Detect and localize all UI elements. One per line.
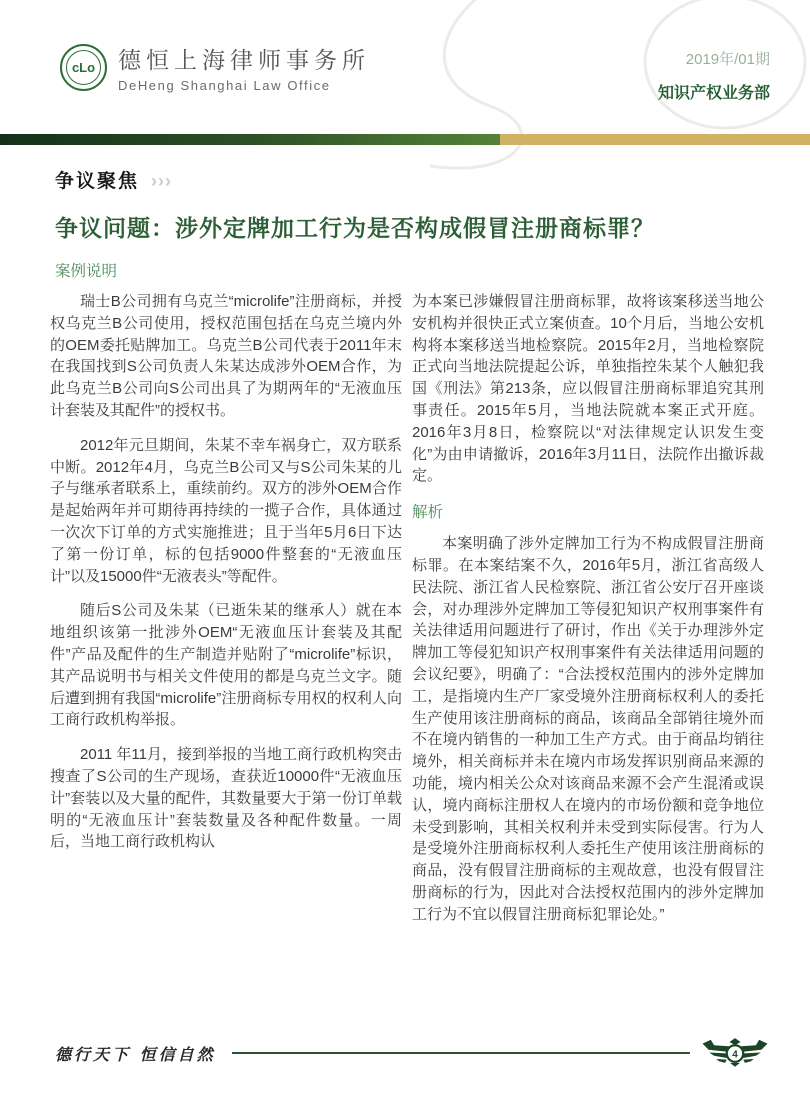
case-paragraph-2: 2012年元旦期间，朱某不幸车祸身亡，双方联系中断。2012年4月，乌克兰B公司又与S公司朱某的儿子与继承者联系上，重续前约。双方的涉外OEM合作是起始两年并可期待再持续的一揽子合作，具体通过一次次下订单的方式实施推进；且于当年5月6日下达了第一份订单，标的包括9000件整套的“无液血压计”以及15000件“无液表头”等配件。 <box>50 436 402 585</box>
footer-rule <box>232 1052 690 1054</box>
page-footer <box>55 1038 768 1068</box>
firm-name-english: DeHeng Shanghai Law Office <box>118 78 331 93</box>
department-name: 知识产权业务部 <box>657 85 770 102</box>
analysis-paragraph: 本案明确了涉外定牌加工行为不构成假冒注册商标罪。在本案结案不久，2016年5月，浙江省高级人民法院、浙江省人民检察院、浙江省公安厅召开座谈会，对办理涉外定牌加工等侵犯知识产权刑事案件有关法律适用问题进行了研讨，作出《关于办理涉外定牌加工等侵犯知识产权刑事案件有关法律适用问题的会议纪要》，明确了：“合法授权范围内的涉外定牌加工，是指境内生产厂家受境外注册商标权利人的委托生产使用该注册商标的商品，该商品全部销往境外而不在境内销售的一种加工生产方式。由于商品均销往境外，相关商标并未在境内市场发挥识别商品来源的功能，境内相关公众对该商品来源不会产生混淆或误认，境内商标注册权人在境内的市场份额和竞争地位未受到影响，其相关权利并未受到实际侵害。行为人是受境外注册商标权利人委托生产使用该注册商标的商品，没有假冒注册商标的主观故意，也没有假冒注册商标的行为，因此对合法授权范围内的涉外定牌加工行为不宜以假冒注册商标犯罪论处。” <box>412 535 764 923</box>
firm-name-block <box>118 42 370 93</box>
case-paragraph-1: 瑞士B公司拥有乌克兰“microlife”注册商标，并授权乌克兰B公司使用，授权范围包括在乌克兰境内外的OEM委托贴牌加工。乌克兰B公司代表于2011年末在我国找到S公司负责人朱某达成涉外OEM合作，为此乌克兰B公司向S公司出具了为期两年的“无液血压计套装及其配件”的授权书。 <box>50 293 402 419</box>
issue-number: 2019年/01期 <box>685 51 770 68</box>
article-title: 争议问题：涉外定牌加工行为是否构成假冒注册商标罪？ <box>55 215 655 241</box>
text-column-left <box>50 291 402 939</box>
divider-bar-green <box>0 134 500 145</box>
page-number: 4 <box>732 1049 738 1061</box>
issue-block <box>658 48 770 103</box>
text-column-right <box>412 291 764 939</box>
footer-motto: 德行天下 恒信自然 <box>55 1044 216 1064</box>
divider-bar <box>0 134 810 145</box>
deheng-logo-icon <box>60 44 107 91</box>
case-paragraph-3: 随后S公司及朱某（已逝朱某的继承人）就在本地组织该第一批涉外OEM“无液血压计套装及其配件”产品及配件的生产制造并贴附了“microlife”标识，其产品说明书与相关文件使用的都是乌克兰文字。随后遭到拥有我国“microlife”注册商标专用权的权利人向工商行政机构举报。 <box>50 602 402 729</box>
firm-logo <box>60 42 370 93</box>
page-header <box>60 42 770 103</box>
case-description-heading: 案例说明 <box>55 263 118 280</box>
analysis-heading: 解析 <box>412 504 444 522</box>
background-watermark-icon <box>360 0 810 209</box>
case-paragraph-4: 2011 年11月，接到举报的当地工商行政机构突击搜查了S公司的生产现场，查获近10000件“无液血压计”套装以及大量的配件，其数量要大于第一份订单载明的“无液血压计”套装数量及各种配件数量。一周后，当地工商行政机构认 <box>50 746 402 851</box>
section-label <box>55 166 172 193</box>
case-paragraph-continuation: 为本案已涉嫌假冒注册商标罪，故将该案移送当地公安机构并很快正式立案侦查。10个月后，当地公安机构将本案移送当地检察院。2015年2月，当地检察院正式向当地法院提起公诉，单独指控朱某个人触犯我国《刑法》第213条，应以假冒注册商标罪追究其刑事责任。2015年5月，当地法院就本案正式开庭。2016年3月8日，检察院以“对法律规定认识发生变化”为由申请撤诉，2016年3月11日，法院作出撤诉裁定。 <box>412 293 764 485</box>
section-label-text: 争议聚焦 <box>55 171 140 192</box>
divider-bar-gold <box>500 134 810 145</box>
chevrons-icon: ››› <box>151 171 172 191</box>
article-body <box>50 291 764 939</box>
firm-name-chinese: 德恒上海律师事务所 <box>118 47 370 73</box>
page-number-emblem-icon <box>702 1038 768 1068</box>
logo-monogram: cLo <box>71 60 96 75</box>
